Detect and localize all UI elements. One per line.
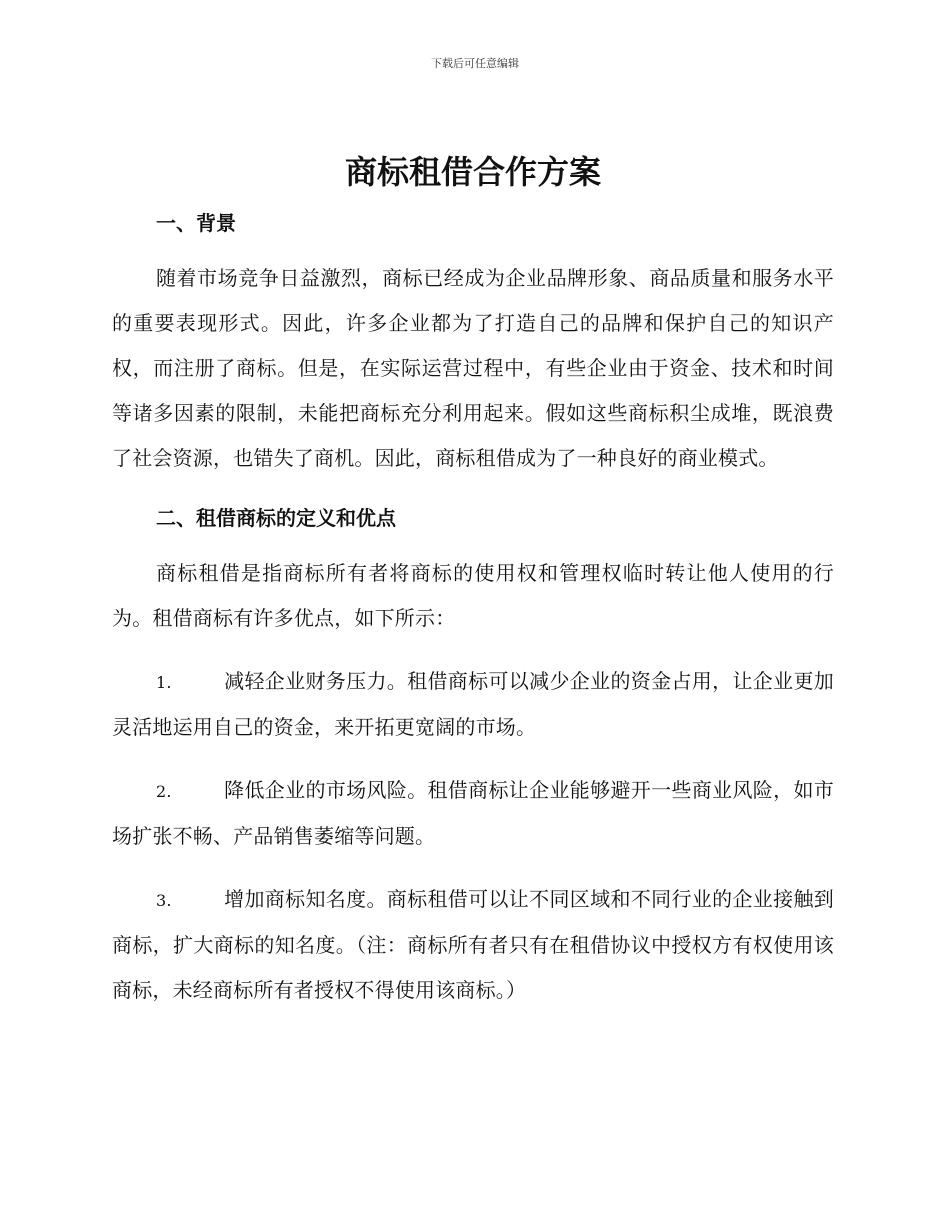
document-title: 商标租借合作方案 (344, 153, 601, 191)
list-number: 2. (156, 782, 172, 801)
header-note: 下载后可任意编辑 (431, 57, 519, 70)
paragraph-background: 随着市场竞争日益激烈，商标已经成为企业品牌形象、商品质量和服务水平的重要表现形式。因此，许多企业都为了打造自己的品牌和保护自己的知识产权，而注册了商标。但是，在实际运营过程中，有些企业由于资金、技术和时间等诸多因素的限制，未能把商标充分利用起来。假如这些商标积尘成堆，既浪费了社会资源，也错失了商机。因此，商标租借成为了一种良好的商业模式。 (112, 266, 834, 470)
list-item (112, 768, 834, 859)
list-item-text: 减轻企业财务压力。租借商标可以减少企业的资金占用，让企业更加灵活地运用自己的资金，来开拓更宽阔的市场。 (112, 669, 834, 739)
section-heading-background: 一、背景 (156, 211, 236, 235)
list-item-text: 增加商标知名度。商标租借可以让不同区域和不同行业的企业接触到商标，扩大商标的知名度。（注：商标所有者只有在租借协议中授权方有权使用该商标，未经商标所有者授权不得使用该商标。） (112, 887, 834, 1002)
list-item (112, 659, 834, 750)
list-item (112, 877, 834, 1013)
list-item-text: 降低企业的市场风险。租借商标让企业能够避开一些商业风险，如市场扩张不畅、产品销售萎缩等问题。 (112, 778, 834, 848)
list-number: 1. (156, 673, 172, 692)
document-body (112, 150, 834, 1013)
paragraph-definition: 商标租借是指商标所有者将商标的使用权和管理权临时转让他人使用的行为。租借商标有许多优点，如下所示： (112, 561, 834, 630)
section-heading-definition: 二、租借商标的定义和优点 (156, 506, 396, 530)
list-number: 3. (156, 891, 172, 910)
